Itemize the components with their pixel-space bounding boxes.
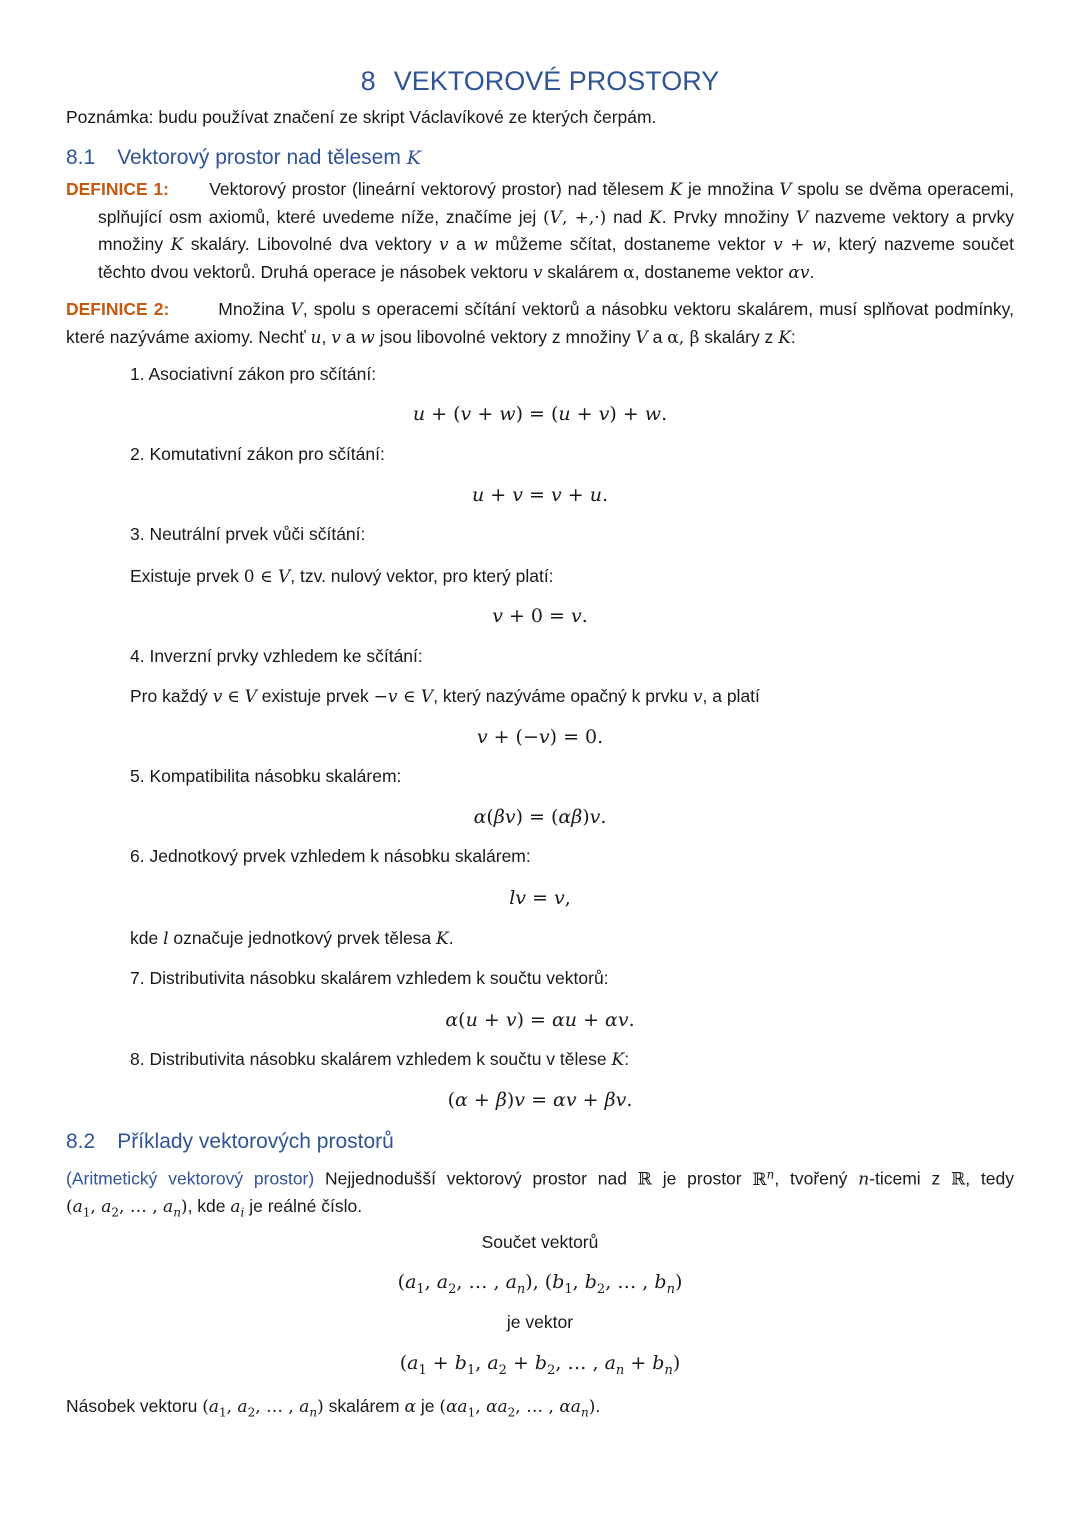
def1-line: splňující osm axiomů, které uvedeme níže, značíme jej (V, +,·) nad K. Prvky množiny V nazveme vektory a prvky [98, 206, 1014, 228]
equation: v + 0 = v. [492, 605, 588, 627]
axiom-title: 3. Neutrální prvek vůči sčítání: [130, 524, 366, 544]
equation: u + (v + w) = (u + v) + w. [412, 403, 668, 425]
definition-1 [66, 176, 1014, 286]
def1-line: DEFINICE 1: Vektorový prostor (lineární vektorový prostor) nad tělesem K je množina V spolu se dvěma operacemi, [66, 179, 1014, 200]
section-title: Vektorový prostor nad tělesem [117, 146, 401, 169]
equation: lv = v, [509, 887, 571, 909]
axiom-title: 7. Distributivita násobku skalárem vzhledem k součtu vektorů: [130, 968, 609, 988]
equation: v + (−v) = 0. [476, 726, 604, 748]
axiom-title: 4. Inverzní prvky vzhledem ke sčítání: [130, 646, 423, 666]
axiom-title: 8. Distributivita násobku skalárem vzhledem k součtu v tělese [130, 1049, 607, 1069]
chapter-title: VEKTOROVÉ PROSTORY [393, 66, 720, 96]
scalar-multiple-paragraph: Násobek vektoru ($a_1$, $a_2$, … , $a_n$) skalárem α je ($\alpha a_1$, $\alpha a_2$, … , $\alpha a_n$). [66, 1396, 601, 1420]
axiom-title: 2. Komutativní zákon pro sčítání: [130, 444, 385, 464]
section-title: Příklady vektorových prostorů [117, 1130, 394, 1153]
equation: ($a_1$, $a_2$, … , $a_n$), ($b_1$, $b_2$, … , $b_n$) [397, 1271, 683, 1297]
equation: ($a_1 + b_1$, $a_2 + b_2$, … , $a_n + b_n$) [399, 1352, 681, 1378]
axiom-title: 5. Kompatibilita násobku skalárem: [130, 766, 402, 786]
equation: α(u + v) = αu + αv. [445, 1009, 635, 1031]
equation: u + v = v + u. [471, 484, 609, 506]
axiom-text: kde l označuje jednotkový prvek tělesa K. [130, 928, 454, 949]
axiom-title: 6. Jednotkový prvek vzhledem k násobku skalárem: [130, 846, 531, 866]
section-number: 8.2 [66, 1130, 96, 1153]
equation: α(βv) = (αβ)v. [473, 806, 607, 828]
arith-line: ($a_1$, $a_2$, … , $a_n$), kde $a_i$ je reálné číslo. [66, 1196, 363, 1220]
chapter-number: 8 [360, 66, 376, 96]
arith-line: (Aritmetický vektorový prostor) Nejjednodušší vektorový prostor nad ℝ je prostor ℝ$^n$, tvořený n-ticemi z ℝ, tedy [66, 1167, 1014, 1190]
def2-label: DEFINICE 2: [66, 299, 170, 319]
def1-line: množiny K skaláry. Libovolné dva vektory v a w můžeme sčítat, dostaneme vektor v + w, který nazveme součet [98, 234, 1014, 255]
sum-heading: Součet vektorů [481, 1232, 599, 1252]
sum-is: je vektor [506, 1312, 574, 1332]
section-heading-8-1: 8.1 Vektorový prostor nad tělesem K [66, 146, 421, 169]
axiom-text: Existuje prvek 0 ∈ V, tzv. nulový vektor, pro který platí: [130, 566, 554, 587]
def2-line: DEFINICE 2: Množina V, spolu s operacemi sčítání vektorů a násobku vektoru skalárem, musí splňovat podmínky, [66, 299, 1014, 320]
axiom-text: Pro každý v ∈ V existuje prvek −v ∈ V, který nazýváme opačný k prvku v, a platí [130, 686, 760, 707]
arithmetic-space-paragraph [66, 1161, 1014, 1226]
def2-line: které nazýváme axiomy. Nechť u, v a w jsou libovolné vektory z množiny V a α, β skaláry z K: [66, 326, 796, 348]
def1-line: těchto dvou vektorů. Druhá operace je násobek vektoru v skalárem α, dostaneme vektor αv. [98, 261, 815, 283]
page-title [0, 66, 1080, 97]
section-number: 8.1 [66, 146, 96, 169]
definition-2 [66, 296, 1014, 351]
axiom-title: 1. Asociativní zákon pro sčítání: [130, 364, 377, 384]
section-heading-8-2 [66, 1130, 394, 1154]
axiom-8: 8. Distributivita násobku skalárem vzhledem k součtu v tělese K: [130, 1049, 630, 1070]
arith-label: (Aritmetický vektorový prostor) [66, 1168, 315, 1189]
def1-label: DEFINICE 1: [66, 179, 169, 199]
note-paragraph: Poznámka: budu používat značení ze skript Václavíkové ze kterých čerpám. [66, 107, 657, 127]
equation: (α + β)v = αv + βv. [447, 1089, 633, 1111]
